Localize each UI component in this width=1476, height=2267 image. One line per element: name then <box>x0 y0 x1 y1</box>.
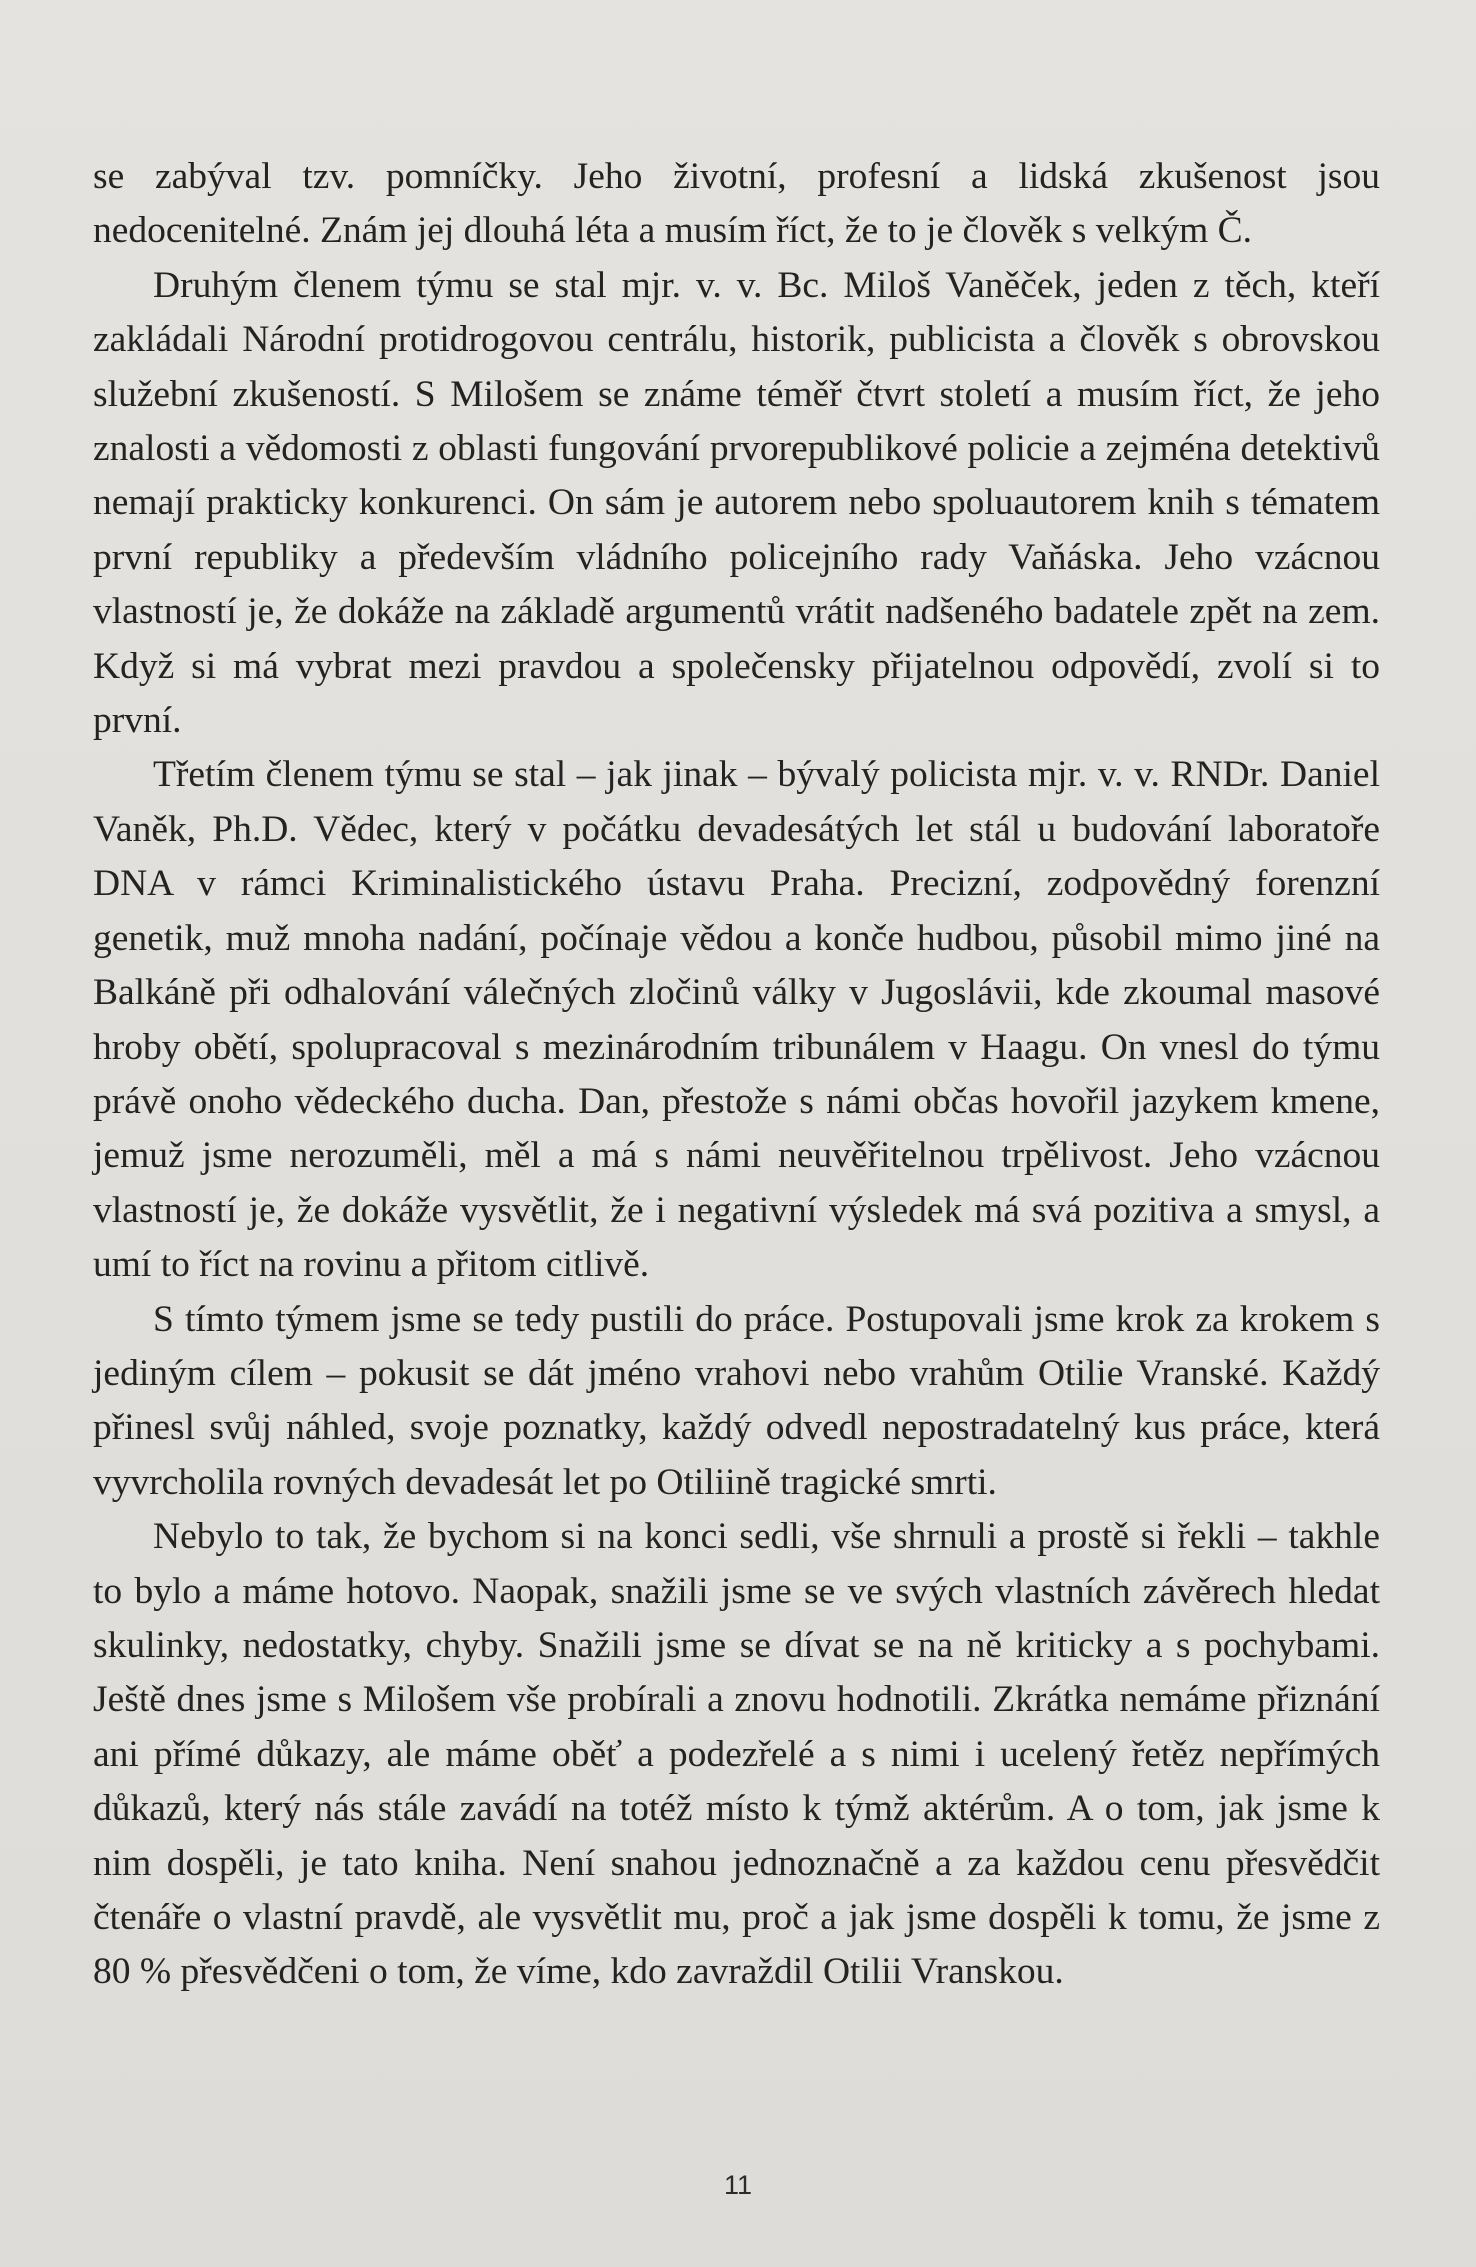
page-number: 11 <box>723 2170 753 2200</box>
body-text <box>93 150 1380 2000</box>
paragraph-1: se zabýval tzv. pomníčky. Jeho životní, profesní a lidská zkušenost jsou nedocenitelné. Znám jej dlouhá léta a musím říct, že to je člověk s velkým Č. <box>93 156 1380 252</box>
paragraph-2: Druhým členem týmu se stal mjr. v. v. Bc. Miloš Vaněček, jeden z těch, kteří zakládali Národní protidrogovou centrálu, historik, publicista a člověk s obrovskou služební zkušeností. S Milošem se známe téměř čtvrt století a musím říct, že jeho znalosti a vědomosti z oblasti fungování prvorepublikové policie a zejména detektivů nemají prakticky konkurenci. On sám je autorem nebo spoluautorem knih s tématem první republiky a především vládního policejního rady Vaňáska. Jeho vzácnou vlastností je, že dokáže na základě argumentů vrátit nadšeného badatele zpět na zem. Když si má vybrat mezi pravdou a společensky přijatelnou odpovědí, zvolí si to první. <box>93 264 1380 742</box>
paragraph-5: Nebylo to tak, že bychom si na konci sedli, vše shrnuli a prostě si řekli – takhle to bylo a máme hotovo. Naopak, snažili jsme se ve svých vlastních závěrech hledat skulinky, nedostatky, chyby. Snažili jsme se dívat se na ně kriticky a s pochybami. Ještě dnes jsme s Milošem vše probírali a znovu hodnotili. Zkrátka nemáme přiznání ani přímé důkazy, ale máme oběť a podezřelé a s nimi i ucelený řetěz nepřímých důkazů, který nás stále zavádí na totéž místo k týmž aktérům. A o tom, jak jsme k nim dospěli, je tato kniha. Není snahou jednoznačně a za každou cenu přesvědčit čtenáře o vlastní pravdě, ale vysvětlit mu, proč a jak jsme dospěli k tomu, že jsme z 80 % přesvědčeni o tom, že víme, kdo zavraždil Otilii Vranskou. <box>93 1516 1380 1993</box>
paragraph-4: S tímto týmem jsme se tedy pustili do práce. Postupovali jsme krok za krokem s jediným cílem – pokusit se dát jméno vrahovi nebo vrahům Otilie Vranské. Každý přinesl svůj náhled, svoje poznatky, každý odvedl nepostradatelný kus práce, která vyvrcholila rovných devadesát let po Otiliině tragické smrti. <box>93 1298 1380 1503</box>
paragraph-3: Třetím členem týmu se stal – jak jinak – bývalý policista mjr. v. v. RNDr. Daniel Vaněk, Ph.D. Vědec, který v počátku devadesátých let stál u budování laboratoře DNA v rámci Kriminalistického ústavu Praha. Precizní, zodpovědný forenzní genetik, muž mnoha nadání, počínaje vědou a konče hudbou, působil mimo jiné na Balkáně při odhalování válečných zločinů války v Jugoslávii, kde zkoumal masové hroby obětí, spolupracoval s mezinárodním tribunálem v Haagu. On vnesl do týmu právě onoho vědeckého ducha. Dan, přestože s námi občas hovořil jazykem kmene, jemuž jsme nerozuměli, měl a má s námi neuvěřitelnou trpělivost. Jeho vzácnou vlastností je, že dokáže vysvětlit, že i negativní výsledek má svá pozitiva a smysl, a umí to říct na rovinu a přitom citlivě. <box>93 754 1380 1286</box>
